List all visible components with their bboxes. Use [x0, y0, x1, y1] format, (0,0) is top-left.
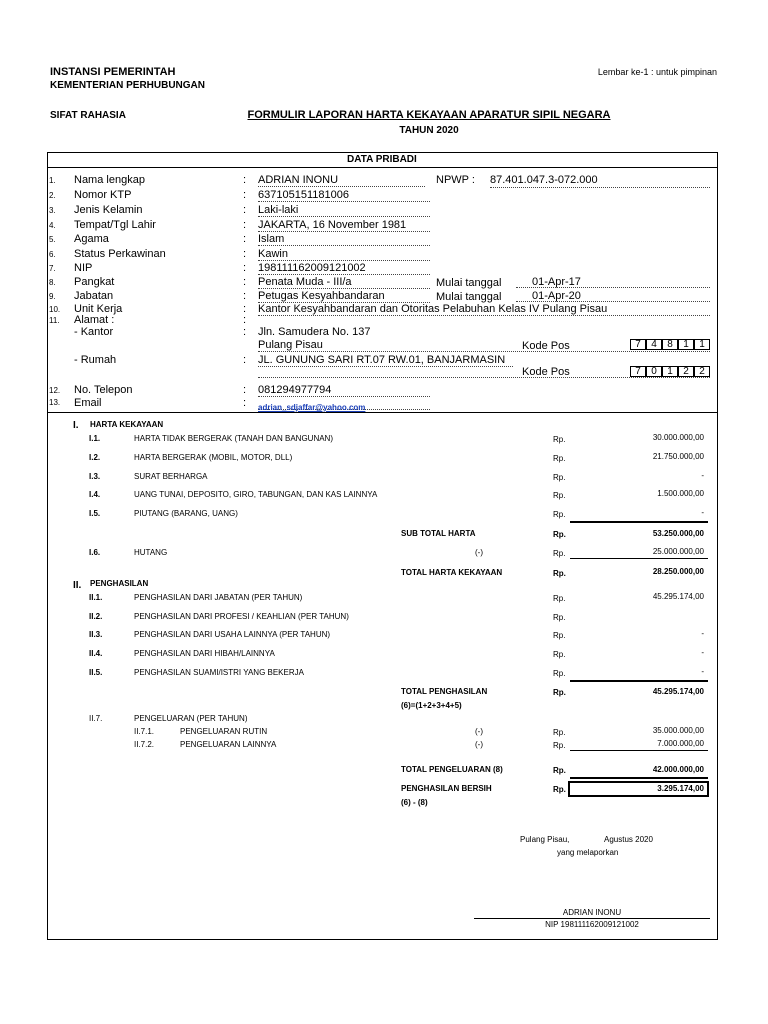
total-income-rp: Rp.	[553, 688, 566, 697]
expense-item-no: II.7.1.	[134, 727, 155, 736]
wealth-item-label: PIUTANG (BARANG, UANG)	[134, 509, 238, 518]
debt-value: 25.000.000,00	[652, 547, 704, 556]
wealth-section-title: HARTA KEKAYAAN	[90, 420, 164, 429]
pangkat-mulai-value: 01-Apr-17	[516, 276, 710, 288]
kodepos-digit: 1	[678, 339, 694, 350]
rumah-line2	[258, 377, 710, 378]
subtotal-rp: Rp.	[553, 530, 566, 539]
wealth-item-rp: Rp.	[553, 491, 566, 500]
agency-name: INSTANSI PEMERINTAH	[50, 66, 176, 78]
row-value: Laki-laki	[258, 204, 430, 217]
wealth-item-value: 21.750.000,00	[652, 452, 704, 461]
wealth-item-rp: Rp.	[553, 435, 566, 444]
net-income-label: PENGHASILAN BERSIH	[401, 784, 492, 793]
classification-label: SIFAT RAHASIA	[50, 110, 126, 121]
signature-date: Agustus 2020	[604, 835, 653, 844]
signature-nip: NIP 198111162009121002	[545, 920, 639, 929]
debt-sign: (-)	[475, 548, 483, 557]
telepon-no: 12.	[49, 386, 61, 395]
form-title: FORMULIR LAPORAN HARTA KEKAYAAN APARATUR SIPIL NEGARA	[247, 109, 611, 121]
row-label: Unit Kerja	[74, 303, 123, 315]
total-wealth-value: 28.250.000,00	[652, 567, 704, 576]
jabatan-mulai-value: 01-Apr-20	[516, 290, 710, 302]
kodepos-digit: 7	[630, 366, 646, 377]
email-link[interactable]: adrian_sdjaffar@yahoo.com	[258, 403, 366, 412]
expense-item-label: PENGELUARAN RUTIN	[180, 727, 268, 736]
debt-rule	[570, 558, 708, 559]
wealth-item-label: HARTA BERGERAK (MOBIL, MOTOR, DLL)	[134, 453, 293, 462]
income-item-label: PENGHASILAN DARI USAHA LAINNYA (PER TAHUN)	[134, 630, 331, 639]
total-wealth-rp: Rp.	[553, 569, 566, 578]
total-income-value: 45.295.174,00	[652, 687, 704, 696]
wealth-item-no: I.3.	[89, 472, 101, 481]
subtotal-value: 53.250.000,00	[652, 529, 704, 538]
income-item-label: PENGHASILAN DARI PROFESI / KEAHLIAN (PER TAHUN)	[134, 612, 349, 621]
kodepos-digit: 8	[662, 339, 678, 350]
row-label: Agama	[74, 233, 109, 245]
row-number: 3.	[49, 206, 56, 215]
row-value: 637105151181006	[258, 189, 430, 202]
kodepos-digit: 4	[646, 339, 662, 350]
pangkat-mulai-label: Mulai tanggal	[436, 277, 502, 289]
wealth-item-value: 30.000.000,00	[652, 433, 704, 442]
row-number: 4.	[49, 221, 56, 230]
email-colon: :	[243, 397, 247, 409]
total-expense-value: 42.000.000,00	[652, 765, 704, 774]
kodepos-digit: 1	[662, 366, 678, 377]
row-number: 10.	[49, 305, 61, 314]
income-item-label: PENGHASILAN SUAMI/ISTRI YANG BEKERJA	[134, 668, 304, 677]
expense-label: PENGELUARAN (PER TAHUN)	[134, 714, 248, 723]
row-label: Pangkat	[74, 276, 115, 288]
income-item-no: II.3.	[89, 630, 103, 639]
subtotal-label: SUB TOTAL HARTA	[401, 529, 476, 538]
kantor-label: - Kantor	[74, 326, 114, 338]
signature-place: Pulang Pisau,	[520, 835, 570, 844]
total-wealth-label: TOTAL HARTA KEKAYAAN	[401, 568, 503, 577]
telepon-label: No. Telepon	[74, 384, 133, 396]
row-label: Alamat :	[74, 314, 115, 326]
email-no: 13.	[49, 398, 61, 407]
row-colon: :	[243, 276, 247, 288]
expense-item-no: II.7.2.	[134, 740, 155, 749]
row-colon: :	[243, 204, 247, 216]
wealth-item-label: HARTA TIDAK BERGERAK (TANAH DAN BANGUNAN)	[134, 434, 333, 443]
total-income-label: TOTAL PENGHASILAN	[401, 687, 488, 696]
kodepos-digit: 2	[678, 366, 694, 377]
kodepos-digit: 2	[694, 366, 710, 377]
section-divider	[47, 167, 718, 168]
row-colon: :	[243, 314, 247, 326]
wealth-item-rp: Rp.	[553, 454, 566, 463]
expense-item-rp: Rp.	[553, 728, 566, 737]
row-colon: :	[243, 290, 247, 302]
row-label: Nama lengkap	[74, 174, 145, 186]
ministry-name: KEMENTERIAN PERHUBUNGAN	[50, 80, 206, 91]
row-colon: :	[243, 248, 247, 260]
kodepos-digit: 1	[694, 339, 710, 350]
row-value: Kawin	[258, 248, 430, 261]
wealth-item-label: UANG TUNAI, DEPOSITO, GIRO, TABUNGAN, DAN KAS LAINNYA	[134, 490, 378, 499]
wealth-item-rp: Rp.	[553, 510, 566, 519]
kantor-line1: Jln. Samudera No. 137	[258, 326, 371, 338]
row-number: 9.	[49, 292, 56, 301]
debt-rp: Rp.	[553, 549, 566, 558]
row-value: 198111162009121002	[258, 262, 430, 275]
signature-name: ADRIAN INONU	[562, 908, 622, 917]
npwp-value: 87.401.047.3-072.000	[490, 174, 710, 188]
row-label: Jabatan	[74, 290, 114, 302]
row-value: JAKARTA, 16 November 1981	[258, 219, 430, 232]
wealth-item-no: I.2.	[89, 453, 101, 462]
wealth-item-no: I.5.	[89, 509, 101, 518]
kantor-colon: :	[243, 326, 247, 338]
jabatan-mulai-label: Mulai tanggal	[436, 291, 502, 303]
row-label: Status Perkawinan	[74, 248, 166, 260]
debt-label: HUTANG	[134, 548, 168, 557]
wealth-item-rp: Rp.	[553, 473, 566, 482]
income-section-no: II.	[73, 580, 82, 591]
net-income-rp: Rp.	[553, 785, 566, 794]
rumah-kodepos-label: Kode Pos	[522, 366, 570, 378]
telepon-value: 081294977794	[258, 384, 430, 397]
row-number: 5.	[49, 235, 56, 244]
wealth-item-value: 1.500.000,00	[657, 489, 704, 498]
total-income-rule	[570, 680, 708, 682]
signature-line	[474, 918, 710, 919]
income-item-value: -	[701, 629, 704, 638]
rumah-line1: JL. GUNUNG SARI RT.07 RW.01, BANJARMASIN	[258, 354, 513, 367]
income-item-value: 45.295.174,00	[652, 592, 704, 601]
total-expense-rp: Rp.	[553, 766, 566, 775]
row-colon: :	[243, 174, 247, 186]
debt-no: I.6.	[89, 548, 101, 557]
row-number: 6.	[49, 250, 56, 259]
kantor-line2: Pulang Pisau	[258, 339, 710, 352]
income-item-rp: Rp.	[553, 669, 566, 678]
wealth-item-no: I.1.	[89, 434, 101, 443]
kantor-kodepos-label: Kode Pos	[522, 340, 570, 352]
expense-item-label: PENGELUARAN LAINNYA	[180, 740, 277, 749]
income-item-label: PENGHASILAN DARI HIBAH/LAINNYA	[134, 649, 275, 658]
rumah-label: - Rumah	[74, 354, 117, 366]
row-label: Nomor KTP	[74, 189, 132, 201]
kodepos-digit: 0	[646, 366, 662, 377]
form-year: TAHUN 2020	[399, 125, 459, 136]
signature-reporter: yang melaporkan	[557, 848, 619, 857]
row-number: 1.	[49, 176, 56, 185]
expense-item-rp: Rp.	[553, 741, 566, 750]
row-number: 7.	[49, 264, 56, 273]
row-label: NIP	[74, 262, 93, 274]
sheet-note: Lembar ke-1 : untuk pimpinan	[597, 67, 717, 77]
personal-section-title: DATA PRIBADI	[347, 154, 417, 165]
section-divider	[47, 412, 718, 413]
income-item-no: II.2.	[89, 612, 103, 621]
income-item-rp: Rp.	[553, 613, 566, 622]
email-label: Email	[74, 397, 102, 409]
npwp-label: NPWP :	[436, 174, 475, 186]
subtotal-rule	[570, 521, 708, 523]
expense-item-sign: (-)	[475, 727, 483, 736]
wealth-item-value: -	[701, 508, 704, 517]
row-number: 2.	[49, 191, 56, 200]
wealth-item-no: I.4.	[89, 490, 101, 499]
income-item-no: II.5.	[89, 668, 103, 677]
wealth-item-value: -	[701, 471, 704, 480]
expense-no: II.7.	[89, 714, 103, 723]
row-number: 11.	[49, 316, 60, 325]
total-expense-label: TOTAL PENGELUARAN (8)	[401, 765, 503, 774]
expense-item-value: 7.000.000,00	[657, 739, 704, 748]
telepon-colon: :	[243, 384, 247, 396]
row-value: Penata Muda - III/a	[258, 276, 430, 289]
kodepos-digit: 7	[630, 339, 646, 350]
row-colon: :	[243, 189, 247, 201]
net-income-value: 3.295.174,00	[657, 784, 704, 793]
expense-item-value: 35.000.000,00	[652, 726, 704, 735]
row-colon: :	[243, 219, 247, 231]
income-item-no: II.1.	[89, 593, 103, 602]
income-item-rp: Rp.	[553, 594, 566, 603]
email-field	[258, 397, 430, 410]
row-number: 8.	[49, 278, 56, 287]
income-item-rp: Rp.	[553, 650, 566, 659]
income-item-rp: Rp.	[553, 631, 566, 640]
row-value: Kantor Kesyahbandaran dan Otoritas Pelabuhan Kelas IV Pulang Pisau	[258, 303, 710, 316]
wealth-item-label: SURAT BERHARGA	[134, 472, 208, 481]
income-item-no: II.4.	[89, 649, 103, 658]
net-income-formula: (6) - (8)	[401, 798, 428, 807]
income-section-title: PENGHASILAN	[90, 579, 149, 588]
total-income-formula: (6)=(1+2+3+4+5)	[401, 701, 462, 710]
row-colon: :	[243, 233, 247, 245]
row-colon: :	[243, 262, 247, 274]
income-item-value: -	[701, 667, 704, 676]
expense-item-sign: (-)	[475, 740, 483, 749]
row-value: Petugas Kesyahbandaran	[258, 290, 430, 303]
expense-rule	[570, 750, 708, 751]
total-expense-rule	[570, 777, 708, 779]
row-label: Tempat/Tgl Lahir	[74, 219, 156, 231]
row-value: ADRIAN INONU	[258, 174, 425, 187]
row-colon: :	[243, 303, 247, 315]
income-item-label: PENGHASILAN DARI JABATAN (PER TAHUN)	[134, 593, 303, 602]
row-value: Islam	[258, 233, 430, 246]
row-label: Jenis Kelamin	[74, 204, 143, 216]
rumah-colon: :	[243, 354, 247, 366]
wealth-section-no: I.	[73, 420, 79, 431]
income-item-value: -	[701, 648, 704, 657]
